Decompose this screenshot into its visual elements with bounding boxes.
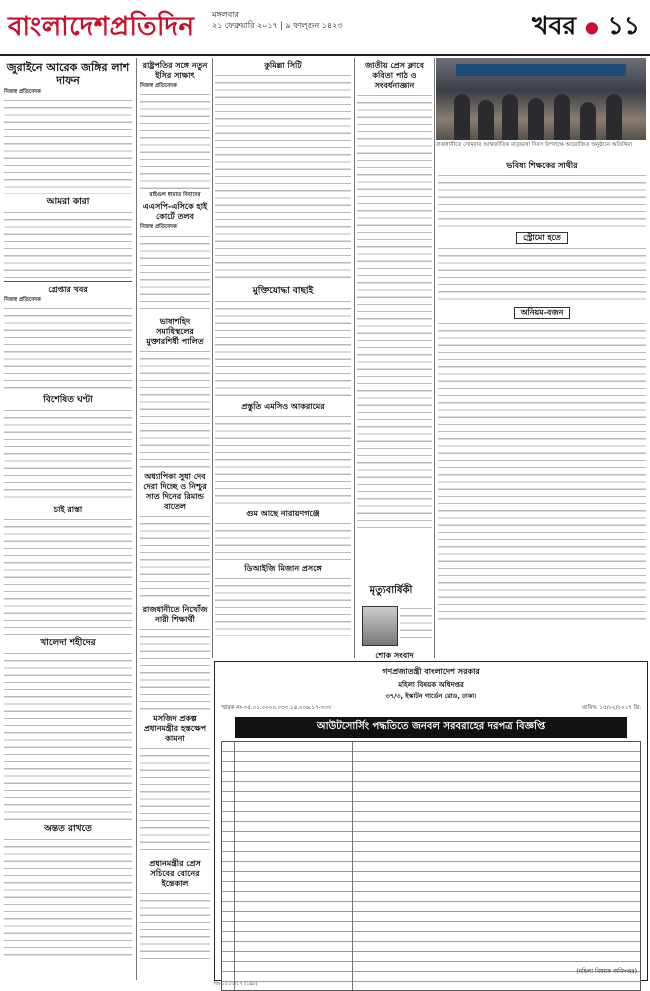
headline-jungi-burial: জুরাইনে আরেক জঙ্গির লাশ দাফন <box>6 61 130 87</box>
section-title <box>532 6 640 49</box>
column-1 <box>4 58 132 980</box>
section-name: খবর <box>532 11 577 40</box>
headline-high-court: এএসপি-এসিকে হাই কোর্টে তলব <box>142 202 208 222</box>
divider <box>4 281 132 282</box>
tender-advertisement <box>214 661 648 981</box>
memo-date: তারিখ: ১৫/০২/২০১৭ খ্রি: <box>581 705 641 711</box>
headline-press-club: জাতীয় প্রেস ক্লাবে কবিতা পাঠ ও সংবর্ধনাজ্ঞান <box>365 61 424 90</box>
article-body <box>140 234 210 314</box>
headline-press-secretary: প্রধানমন্ত্রীর প্রেস সচিবের বোনের ইন্তেকাল <box>149 858 201 888</box>
reporter-byline: নিজস্ব প্রতিবেদক <box>4 297 41 304</box>
article-body <box>215 299 351 399</box>
memo-number: স্মারক নং-৩৫.০১.০০০০.০৩৩.১৪.০০৬.১৭-৩৩৩ <box>221 705 332 711</box>
tender-title: আউটসোর্সিং পদ্ধতিতে জনবল সরবরাহের দরপত্র বিজ্ঞপ্তি <box>235 717 627 738</box>
article-body <box>4 210 132 278</box>
article-body <box>140 92 210 192</box>
article-body <box>4 306 132 392</box>
column-divider <box>434 58 435 658</box>
page-number: ১১ <box>607 11 640 40</box>
article-body <box>140 746 210 856</box>
newspaper-logo: বাংলাদেশপ্রতিদিন <box>8 12 195 42</box>
headline-freedom-fighter: মুক্তিযোদ্ধা বাছাই <box>252 286 314 296</box>
column-4 <box>357 58 432 658</box>
tender-government: গণপ্রজাতন্ত্রী বাংলাদেশ সরকার <box>382 667 480 676</box>
article-body <box>438 321 646 621</box>
article-body <box>4 837 132 957</box>
headline-language-martyr: ভাষাশহিদ সমাধিস্থলের মুক্তারশির্ষী পালিত <box>146 316 204 346</box>
article-body <box>4 98 132 194</box>
article-body <box>215 576 351 636</box>
article-body <box>357 93 432 533</box>
headline-special-hour: বিশেষিত ঘণ্টা <box>43 395 93 406</box>
tender-department: মহিলা বিষয়ক অধিদপ্তর <box>398 681 464 689</box>
issue-date <box>212 9 343 31</box>
reporter-byline: নিজস্ব প্রতিবেদক <box>4 89 41 95</box>
headline-president-ec: রাষ্ট্রপতির সঙ্গে নতুন ইসির সাক্ষাৎ <box>142 61 208 80</box>
article-body <box>400 606 432 644</box>
kicker: রাইগুল ধামাত বিবাদের <box>149 192 201 199</box>
headline-future-teacher: ভবিষ্য শিক্ষকের সাথীর <box>506 161 578 170</box>
issue-date-text: ২১ ফেব্রুয়ারি ২০১৭ | ৯ ফাল্গুন ১৪২৩ <box>212 21 343 30</box>
article-body <box>4 651 132 821</box>
obituary-portrait <box>362 606 398 646</box>
headline-narayanganj: গুম আছে নারায়ণগঞ্জে <box>246 509 320 518</box>
article-body <box>140 349 210 469</box>
photo-caption: রাজধানীতে সোমবার আন্তর্জাতিক মাতৃভাষা দিবস উপলক্ষে আয়োজিত অনুষ্ঠানে অতিথিরা <box>436 142 632 148</box>
headline-remand: অধ্যাপিকা সুধা দেব দেরা দিচ্ছে ও নিশ্চুর সাত দিনের রিমান্ড বাতেল <box>143 471 207 511</box>
headline-missing-student: রাজধানীতে নিখোঁজ নারী শিক্ষার্থী <box>142 604 208 624</box>
article-body <box>4 517 132 635</box>
column-5 <box>438 158 646 658</box>
headline-road: চাই রাস্তা <box>53 505 83 515</box>
photo-banner <box>456 64 626 76</box>
column-divider <box>136 58 137 980</box>
tender-table <box>221 741 641 991</box>
column-3 <box>215 58 351 658</box>
article-body <box>140 514 210 602</box>
obituary-text <box>400 606 432 646</box>
article-body <box>140 891 210 961</box>
condolence-block <box>357 648 432 658</box>
headline-dig: ডিআইজি মিজান প্রসঙ্গে <box>244 564 322 573</box>
headline-khaleda: খালেদা শহীদের <box>40 638 96 649</box>
reporter-byline: নিজস্ব প্রতিবেদক <box>140 224 177 231</box>
headline-stroke <box>438 232 646 244</box>
headline-arrest: গ্রেপ্তার খবর <box>48 285 88 295</box>
headline-irregularity <box>438 307 646 319</box>
headline-mosque: মসজিদ প্রকল্প প্রধানমন্ত্রীর হস্তক্ষেপ কামনা <box>143 713 207 743</box>
article-body <box>215 414 351 506</box>
issue-weekday: মঙ্গলবার <box>212 10 239 19</box>
article-body <box>4 408 132 502</box>
headline-condolence: শোক সংবাদ <box>375 651 414 658</box>
dot-icon: ● <box>584 17 599 37</box>
headline-mco: প্রস্তুতি এমসিও আকরামের <box>241 402 325 411</box>
article-body <box>438 173 646 229</box>
article-body <box>215 521 351 561</box>
article-body <box>215 73 351 283</box>
tender-address: ৩৭/৩, ইস্কাটন গার্ডেন রোড, ঢাকা। <box>385 692 477 700</box>
headline-keep: অন্তত রাখতে <box>44 824 92 835</box>
news-photo <box>436 58 646 140</box>
boxed-headline: অনিয়ম-বজন <box>514 307 571 319</box>
column-divider <box>212 58 213 658</box>
masthead <box>0 0 650 56</box>
article-body <box>438 246 646 304</box>
headline-amra-kara: আমরা কারা <box>46 197 90 208</box>
tender-memo <box>215 702 647 713</box>
obituary-title: মৃত্যুবার্ষিকী <box>369 585 413 596</box>
tender-code: জি-১২১৩/১৭ (১x৮) <box>214 981 258 987</box>
headline-cumilla-city: কুমিল্লা সিটি <box>264 61 302 70</box>
reporter-byline: নিজস্ব প্রতিবেদক <box>140 83 177 89</box>
tender-signatory: (মহিলা বিষয়ক অধিদপ্তর) <box>576 968 637 975</box>
boxed-headline: স্ট্রোমো হতে <box>516 232 568 244</box>
column-2 <box>140 58 210 980</box>
article-body <box>140 627 210 711</box>
column-divider <box>354 58 355 658</box>
